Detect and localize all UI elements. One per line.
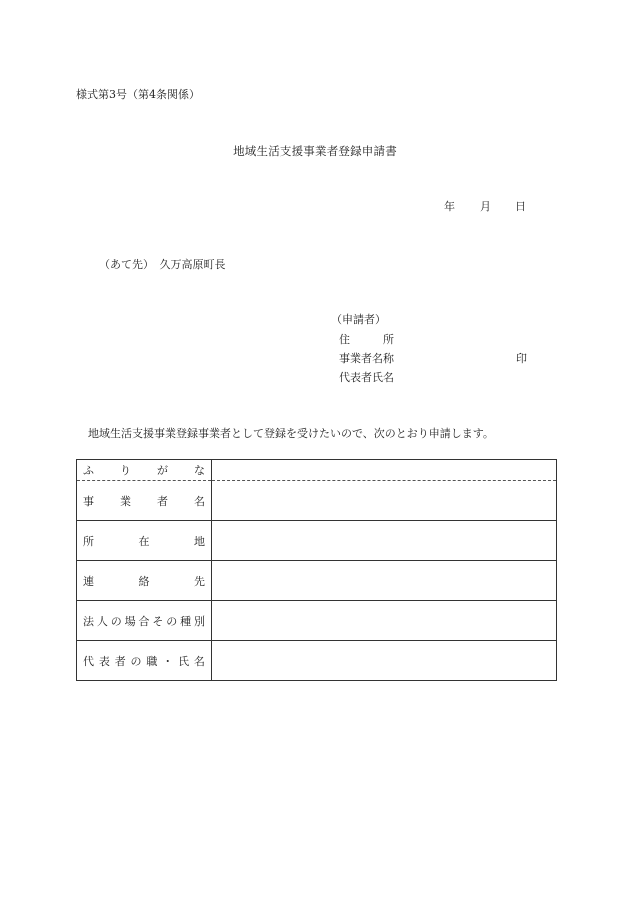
label-char: 者 bbox=[157, 494, 168, 508]
date-month-label: 月 bbox=[480, 200, 491, 213]
date-day-label: 日 bbox=[515, 200, 526, 213]
value-corporation-type bbox=[212, 601, 557, 641]
label-char: の bbox=[166, 614, 178, 628]
label-char: 名 bbox=[193, 654, 205, 668]
label-char: 者 bbox=[114, 654, 126, 668]
label-text bbox=[77, 573, 211, 589]
table-row-location bbox=[77, 521, 557, 561]
label-representative bbox=[77, 641, 212, 681]
value-location bbox=[212, 521, 557, 561]
date-year-label: 年 bbox=[444, 200, 455, 213]
label-char: 別 bbox=[194, 614, 205, 628]
label-text bbox=[77, 613, 211, 629]
label-char: 所 bbox=[83, 534, 94, 548]
label-char: の bbox=[110, 614, 122, 628]
label-char: 法 bbox=[83, 614, 94, 628]
label-char: 名 bbox=[194, 494, 205, 508]
label-furigana bbox=[77, 460, 212, 481]
label-char: の bbox=[130, 654, 142, 668]
label-char: 連 bbox=[83, 574, 94, 588]
label-contact bbox=[77, 561, 212, 601]
table-row-corporation-type bbox=[77, 601, 557, 641]
label-business-name bbox=[77, 481, 212, 521]
label-char: 地 bbox=[194, 534, 205, 548]
application-statement: 地域生活支援事業登録事業者として登録を受けたいので、次のとおり申請します。 bbox=[88, 427, 494, 440]
label-char: そ bbox=[152, 614, 164, 628]
label-char: 絡 bbox=[138, 574, 150, 588]
label-text bbox=[77, 493, 211, 509]
document-title: 地域生活支援事業者登録申請書 bbox=[233, 144, 397, 158]
label-char: が bbox=[157, 464, 168, 477]
table-row-contact bbox=[77, 561, 557, 601]
label-char: ふ bbox=[83, 464, 94, 477]
label-char: 事 bbox=[83, 494, 94, 508]
applicant-heading: （申請者） bbox=[331, 313, 386, 326]
value-representative bbox=[212, 641, 557, 681]
label-char: 合 bbox=[138, 614, 150, 628]
value-furigana bbox=[212, 460, 557, 481]
label-char: 種 bbox=[180, 614, 192, 628]
label-char: り bbox=[120, 464, 131, 477]
addressee: （あて先） 久万高原町長 bbox=[99, 258, 226, 271]
label-char: 職 bbox=[146, 654, 158, 668]
label-char: 場 bbox=[124, 614, 136, 628]
label-char: ・ bbox=[162, 654, 174, 668]
label-char: 業 bbox=[120, 494, 131, 508]
label-text bbox=[77, 462, 211, 478]
seal-mark: 印 bbox=[516, 352, 527, 365]
label-text bbox=[77, 533, 211, 549]
label-location bbox=[77, 521, 212, 561]
label-corporation-type bbox=[77, 601, 212, 641]
label-char: な bbox=[194, 464, 205, 477]
applicant-representative-label: 代表者氏名 bbox=[339, 371, 394, 384]
label-char: 代 bbox=[83, 654, 94, 668]
table-row-furigana bbox=[77, 460, 557, 481]
applicant-business-name-label: 事業者名称 bbox=[339, 352, 394, 365]
table-row-business-name bbox=[77, 481, 557, 521]
label-text bbox=[77, 653, 211, 669]
label-char: 人 bbox=[96, 614, 108, 628]
label-char: 表 bbox=[98, 654, 110, 668]
application-form-table bbox=[76, 459, 557, 681]
value-business-name bbox=[212, 481, 557, 521]
applicant-address-label: 住 所 bbox=[339, 333, 394, 346]
value-contact bbox=[212, 561, 557, 601]
label-char: 在 bbox=[138, 534, 150, 548]
table-row-representative bbox=[77, 641, 557, 681]
form-number: 様式第3号（第4条関係） bbox=[76, 88, 200, 101]
label-char: 氏 bbox=[178, 654, 190, 668]
label-char: 先 bbox=[194, 574, 205, 588]
